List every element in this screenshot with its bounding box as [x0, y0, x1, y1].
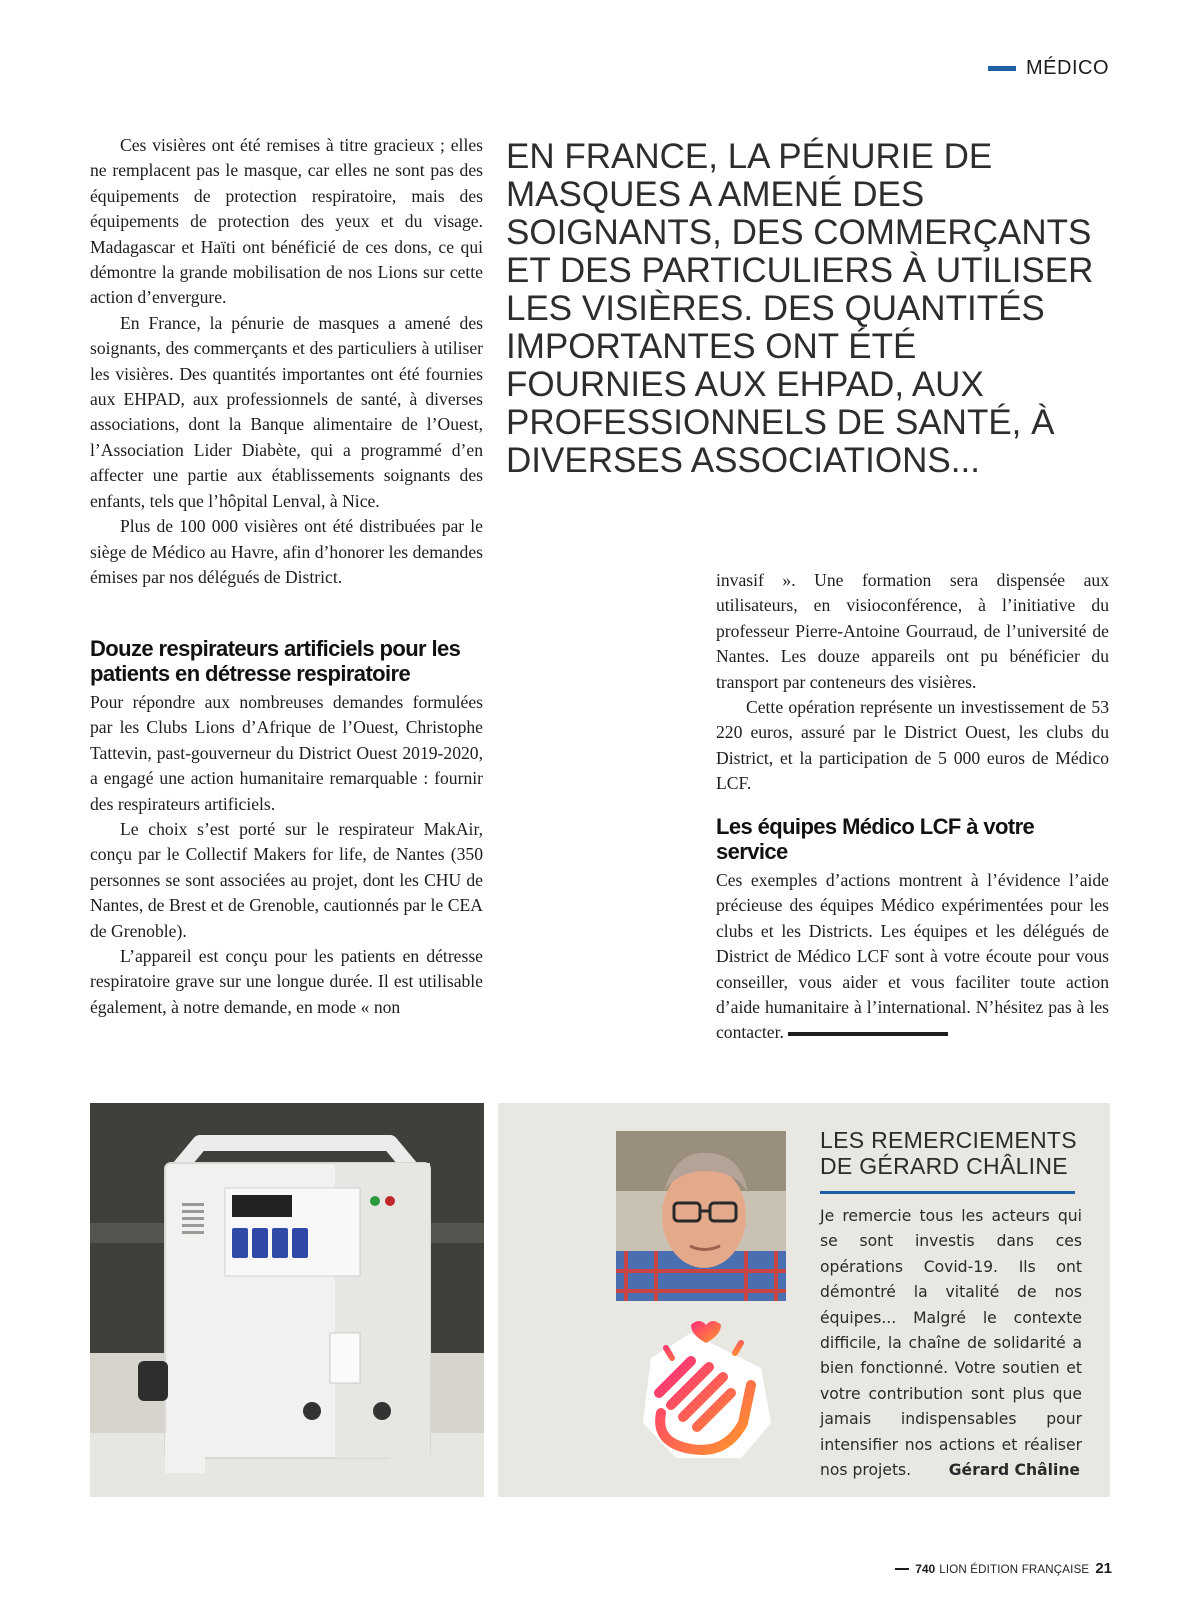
page-footer: [895, 1560, 1112, 1577]
footer-magazine: LION ÉDITION FRANÇAISE: [939, 1564, 1090, 1576]
paragraph: Plus de 100 000 visières ont été distribuées par le siège de Médico au Havre, afin d’honorer les demandes émises par nos délégués de District.: [90, 516, 483, 587]
paragraph-text: Ces exemples d’actions montrent à l’évidence l’aide précieuse des équipes Médico expérimentées pour les clubs et les Districts. Les équipes et les délégués de District de Médico LCF sont à votre écoute pour vous conseiller, vous aider et vous faciliter toute action d’aide humanitaire à l’international. N’hésitez pas à les contacter.: [716, 870, 1109, 1043]
section-heading-equipes: Les équipes Médico LCF à votre service: [716, 814, 1035, 864]
section-tag: [988, 57, 1109, 80]
paragraph: Ces visières ont été remises à titre gracieux ; elles ne remplacent pas le masque, car elles ne sont pas des équipements de protection respiratoire, mais des équipements de protection des yeux et du visage. Madagascar et Haïti ont bénéficié de ces dons, ce qui démontre la grande mobilisation de nos Lions sur cette action d’envergure.: [90, 135, 483, 308]
paragraph: invasif ». Une formation sera dispensée aux utilisateurs, en visioconférence, à l’initiative du professeur Pierre-Antoine Gourraud, de l’université de Nantes. Les douze appareils ont pu bénéficier du transport par conteneurs des visières.: [716, 570, 1109, 692]
pull-quote: EN FRANCE, LA PÉNURIE DE MASQUES A AMENÉ DES SOIGNANTS, DES COMMERÇANTS ET DES PARTICULIERS À UTILISER LES VISIÈRES. DES QUANTITÉS IMPORTANTES ONT ÉTÉ FOURNIES AUX EHPAD, AUX PROFESSIONNELS DE SANTÉ, À DIVERSES ASSOCIATIONS...: [506, 137, 1094, 480]
box-text: Je remercie tous les acteurs qui se sont investis dans ces opérations Covid-19. Ils ont démontré la vitalité de nos équipes... Malgré le contexte difficile, la chaîne de solidarité a bien fonctionné. Votre soutien et votre contribution sont plus que jamais indispensables pour intensifier nos actions et réaliser nos projets.: [820, 1207, 1082, 1480]
left-column-bottom: [90, 636, 483, 1020]
thanks-box: [498, 1103, 1110, 1497]
portrait-photo: [616, 1131, 786, 1301]
end-mark: [788, 1032, 948, 1036]
ventilator-photo: [90, 1103, 484, 1497]
footer-dash: [895, 1568, 909, 1570]
page-number: 21: [1095, 1560, 1112, 1577]
paragraph: Cette opération représente un investissement de 53 220 euros, assuré par le District Ouest, les clubs du District, et la participation de 5 000 euros de Médico LCF.: [716, 697, 1109, 794]
section-heading-respirateurs: Douze respirateurs artificiels pour les patients en détresse respiratoire: [90, 636, 461, 686]
left-column-top: [90, 133, 483, 590]
portrait-illustration: [616, 1131, 786, 1301]
box-signature: Gérard Châline: [948, 1461, 1080, 1479]
paragraph: Pour répondre aux nombreuses demandes formulées par les Clubs Lions d’Afrique de l’Ouest, Christophe Tattevin, past-gouverneur du District Ouest 2019-2020, a engagé une action humanitaire remarquable : fournir des respirateurs artificiels.: [90, 692, 483, 814]
paragraph: Le choix s’est porté sur le respirateur MakAir, conçu par le Collectif Makers for life, de Nantes (350 personnes se sont associées au projet, dont les CHU de Nantes, de Brest et de Grenoble, cautionnés par le CEA de Grenoble).: [90, 819, 483, 941]
box-title-line1: LES REMERCIEMENTS: [820, 1127, 1077, 1153]
right-column-top: [716, 568, 1109, 797]
box-title: [820, 1127, 1090, 1179]
section-tag-bar: [988, 66, 1016, 71]
box-title-rule: [820, 1191, 1075, 1194]
paragraph-with-end-mark: [716, 868, 1109, 1046]
section-label: MÉDICO: [1026, 57, 1109, 79]
right-column-bottom: [716, 814, 1109, 1046]
box-title-line2: DE GÉRARD CHÂLINE: [820, 1153, 1068, 1179]
paragraph: En France, la pénurie de masques a amené des soignants, des commerçants et des particuliers à utiliser les visières. Des quantités importantes ont été fournies aux EHPAD, aux professionnels de santé, à diverses associations, dont la Banque alimentaire de l’Ouest, l’Association Lider Diabète, qui a programmé d’en affecter une partie aux établissements soignants des enfants, tels que l’hôpital Lenval, à Nice.: [90, 312, 483, 511]
ventilator-illustration: [90, 1103, 484, 1497]
clapping-hands-icon: [631, 1313, 781, 1468]
footer-issue: 740: [915, 1562, 936, 1576]
paragraph: L’appareil est conçu pour les patients en détresse respiratoire grave sur une longue durée. Il est utilisable également, à notre demande, en mode « non: [90, 946, 483, 1017]
